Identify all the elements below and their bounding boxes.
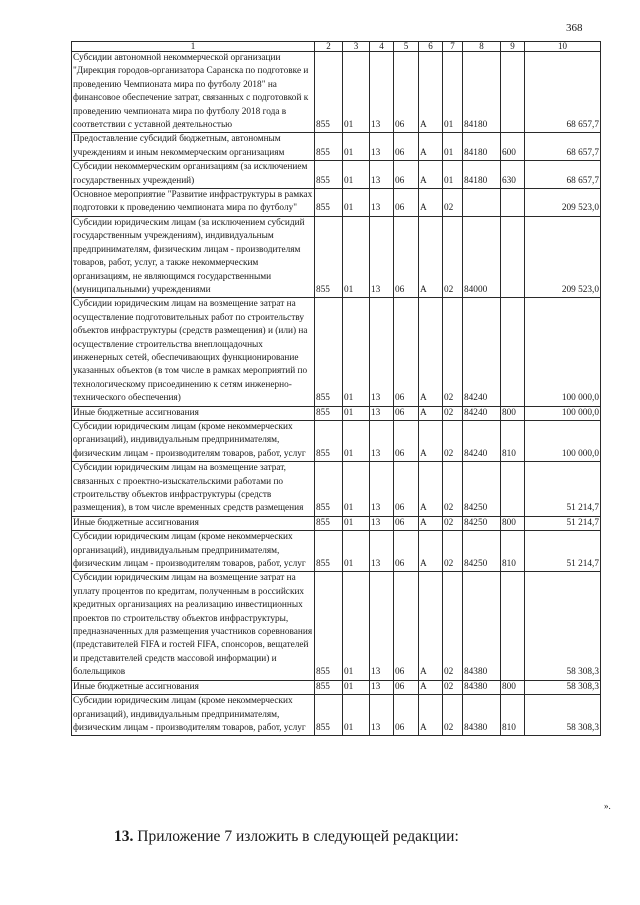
amendment-instruction — [114, 828, 459, 846]
code-cell: 02 — [443, 531, 463, 572]
code-cell: 84180 — [463, 52, 501, 133]
code-cell: 02 — [443, 572, 463, 680]
code-cell: А — [419, 189, 443, 217]
code-cell: 06 — [394, 52, 419, 133]
code-cell: 02 — [443, 420, 463, 461]
code-cell: 06 — [394, 531, 419, 572]
code-cell: 600 — [501, 133, 525, 161]
table-row — [72, 161, 601, 189]
code-cell: 13 — [370, 531, 394, 572]
code-cell — [501, 216, 525, 297]
code-cell: 13 — [370, 572, 394, 680]
code-cell: 02 — [443, 462, 463, 517]
code-cell: 84240 — [463, 406, 501, 420]
code-cell: 13 — [370, 298, 394, 406]
code-cell: 855 — [315, 216, 343, 297]
amendment-text: Приложение 7 изложить в следующей редакции: — [137, 828, 459, 845]
code-cell: 02 — [443, 695, 463, 736]
code-cell — [501, 298, 525, 406]
code-cell: 01 — [343, 462, 370, 517]
code-cell: А — [419, 133, 443, 161]
code-cell: 02 — [443, 216, 463, 297]
page-number: 368 — [566, 22, 583, 34]
code-cell: 01 — [343, 133, 370, 161]
code-cell: 13 — [370, 161, 394, 189]
row-name-cell: Иные бюджетные ассигнования — [72, 406, 315, 420]
code-cell: 13 — [370, 133, 394, 161]
code-cell: А — [419, 52, 443, 133]
amount-cell: 51 214,7 — [525, 531, 601, 572]
code-cell: 84180 — [463, 161, 501, 189]
code-cell: 84380 — [463, 680, 501, 694]
code-cell: А — [419, 298, 443, 406]
code-cell: 06 — [394, 298, 419, 406]
code-cell: 855 — [315, 572, 343, 680]
table-row — [72, 680, 601, 694]
amount-cell: 58 308,3 — [525, 680, 601, 694]
code-cell: 630 — [501, 161, 525, 189]
amount-cell: 68 657,7 — [525, 133, 601, 161]
amount-cell: 68 657,7 — [525, 52, 601, 133]
code-cell: 01 — [343, 52, 370, 133]
column-header: 5 — [394, 42, 419, 52]
code-cell: А — [419, 680, 443, 694]
row-name-cell: Субсидии некоммерческим организациям (за исключением государственных учреждений) — [72, 161, 315, 189]
code-cell: 06 — [394, 695, 419, 736]
code-cell: 13 — [370, 216, 394, 297]
amount-cell: 68 657,7 — [525, 161, 601, 189]
table-header-row — [72, 42, 601, 52]
code-cell: 01 — [343, 420, 370, 461]
budget-table — [71, 41, 601, 736]
row-name-cell: Иные бюджетные ассигнования — [72, 516, 315, 530]
row-name-cell: Субсидии юридическим лицам (кроме некоммерческих организаций), индивидуальным предпринимателям, физическим лицам - производителям товаров, работ, услуг — [72, 420, 315, 461]
table-row — [72, 420, 601, 461]
code-cell: 01 — [343, 216, 370, 297]
code-cell: 855 — [315, 516, 343, 530]
item-number: 13. — [114, 828, 134, 845]
code-cell: 855 — [315, 133, 343, 161]
code-cell: 02 — [443, 298, 463, 406]
amount-cell: 100 000,0 — [525, 406, 601, 420]
code-cell — [501, 462, 525, 517]
code-cell: 810 — [501, 695, 525, 736]
row-name-cell: Субсидии юридическим лицам на возмещение затрат, связанных с проектно-изыскательскими работами по строительству объектов инфраструктуры (средств размещения), в том числе временных средств размещения — [72, 462, 315, 517]
code-cell: 01 — [343, 531, 370, 572]
code-cell: 02 — [443, 189, 463, 217]
amount-cell: 58 308,3 — [525, 695, 601, 736]
code-cell: 01 — [343, 406, 370, 420]
code-cell: 800 — [501, 680, 525, 694]
code-cell: 01 — [343, 189, 370, 217]
code-cell: 855 — [315, 531, 343, 572]
code-cell: 855 — [315, 298, 343, 406]
table-row — [72, 52, 601, 133]
row-name-cell: Субсидии юридическим лицам на возмещение затрат на осуществление подготовительных работ по строительству объектов инфраструктуры (средств размещения) и (или) на осуществление строительства внеплощадочных инженерных сетей, обеспечивающих функционирование указанных объектов (в том числе в рамках мероприятий по технологическому присоединению к сетям инженерно-технического обеспечения) — [72, 298, 315, 406]
code-cell: 01 — [343, 161, 370, 189]
code-cell: 13 — [370, 516, 394, 530]
code-cell — [501, 572, 525, 680]
amount-cell: 58 308,3 — [525, 572, 601, 680]
code-cell: 06 — [394, 189, 419, 217]
column-header: 7 — [443, 42, 463, 52]
amount-cell: 51 214,7 — [525, 516, 601, 530]
code-cell: 06 — [394, 133, 419, 161]
code-cell: 855 — [315, 420, 343, 461]
amount-cell: 209 523,0 — [525, 216, 601, 297]
code-cell: 84250 — [463, 516, 501, 530]
column-header: 1 — [72, 42, 315, 52]
amount-cell: 100 000,0 — [525, 420, 601, 461]
table-row — [72, 695, 601, 736]
code-cell: 855 — [315, 52, 343, 133]
code-cell: 01 — [343, 298, 370, 406]
column-header: 4 — [370, 42, 394, 52]
code-cell: 84000 — [463, 216, 501, 297]
code-cell: 855 — [315, 695, 343, 736]
code-cell: 13 — [370, 680, 394, 694]
code-cell: 855 — [315, 161, 343, 189]
code-cell: А — [419, 161, 443, 189]
code-cell: А — [419, 420, 443, 461]
row-name-cell: Основное мероприятие "Развитие инфраструктуры в рамках подготовки к проведению чемпионата мира по футболу" — [72, 189, 315, 217]
amount-cell: 51 214,7 — [525, 462, 601, 517]
code-cell: 810 — [501, 531, 525, 572]
code-cell: А — [419, 695, 443, 736]
code-cell — [501, 189, 525, 217]
code-cell: 800 — [501, 406, 525, 420]
code-cell: А — [419, 216, 443, 297]
code-cell: 13 — [370, 406, 394, 420]
code-cell: 13 — [370, 420, 394, 461]
amount-cell: 209 523,0 — [525, 189, 601, 217]
code-cell: 13 — [370, 52, 394, 133]
code-cell: 84180 — [463, 133, 501, 161]
row-name-cell: Субсидии юридическим лицам (кроме некоммерческих организаций), индивидуальным предпринимателям, физическим лицам - производителям товаров, работ, услуг — [72, 531, 315, 572]
table-row — [72, 572, 601, 680]
code-cell: 13 — [370, 189, 394, 217]
row-name-cell: Субсидии юридическим лицам (кроме некоммерческих организаций), индивидуальным предпринимателям, физическим лицам - производителям товаров, работ, услуг — [72, 695, 315, 736]
table-row — [72, 133, 601, 161]
code-cell: 84250 — [463, 531, 501, 572]
table-row — [72, 216, 601, 297]
column-header: 8 — [463, 42, 501, 52]
code-cell: 06 — [394, 216, 419, 297]
code-cell: 01 — [343, 516, 370, 530]
code-cell: 06 — [394, 161, 419, 189]
code-cell: 84380 — [463, 572, 501, 680]
code-cell: 01 — [443, 133, 463, 161]
code-cell: 84250 — [463, 462, 501, 517]
code-cell: А — [419, 572, 443, 680]
code-cell: 01 — [343, 680, 370, 694]
row-name-cell: Субсидии юридическим лицам на возмещение затрат на уплату процентов по кредитам, полученным в российских кредитных организациях на реализацию инвестиционных проектов по строительству объектов инфраструктуры, предназначенных для размещения участников соревнования (представителей FIFA и гостей FIFA, спонсоров, вещателей и представителей средств массовой информации) и болельщиков — [72, 572, 315, 680]
code-cell: 855 — [315, 406, 343, 420]
column-header: 3 — [343, 42, 370, 52]
code-cell: 800 — [501, 516, 525, 530]
table-body — [72, 42, 601, 736]
code-cell: А — [419, 406, 443, 420]
code-cell: 01 — [443, 52, 463, 133]
code-cell: 06 — [394, 516, 419, 530]
code-cell: 06 — [394, 572, 419, 680]
code-cell: 02 — [443, 680, 463, 694]
code-cell: 855 — [315, 680, 343, 694]
row-name-cell: Субсидии автономной некоммерческой организации "Дирекция городов-организатора Саранска по подготовке и проведению Чемпионата мира по футболу 2018" на финансовое обеспечение затрат, связанных с подготовкой к проведению чемпионата мира по футболу 2018 года в соответствии с уставной деятельностью — [72, 52, 315, 133]
code-cell: А — [419, 516, 443, 530]
row-name-cell: Предоставление субсидий бюджетным, автономным учреждениям и иным некоммерческим организациям — [72, 133, 315, 161]
table-row — [72, 406, 601, 420]
code-cell: 855 — [315, 462, 343, 517]
code-cell: 06 — [394, 420, 419, 461]
table-row — [72, 189, 601, 217]
code-cell: 06 — [394, 680, 419, 694]
code-cell: 02 — [443, 406, 463, 420]
code-cell: 84240 — [463, 298, 501, 406]
column-header: 10 — [525, 42, 601, 52]
table-row — [72, 531, 601, 572]
code-cell: 84240 — [463, 420, 501, 461]
code-cell: 84380 — [463, 695, 501, 736]
code-cell: 13 — [370, 462, 394, 517]
code-cell: 02 — [443, 516, 463, 530]
column-header: 6 — [419, 42, 443, 52]
column-header: 9 — [501, 42, 525, 52]
amount-cell: 100 000,0 — [525, 298, 601, 406]
row-name-cell: Иные бюджетные ассигнования — [72, 680, 315, 694]
code-cell: 810 — [501, 420, 525, 461]
code-cell — [501, 52, 525, 133]
code-cell: 13 — [370, 695, 394, 736]
row-name-cell: Субсидии юридическим лицам (за исключением субсидий государственным учреждениям), индивидуальным предпринимателям, физическим лицам - производителям товаров, работ, услуг, а также некоммерческим организациям, не являющимся государственными (муниципальными) учреждениями — [72, 216, 315, 297]
table-row — [72, 516, 601, 530]
code-cell: 06 — [394, 462, 419, 517]
code-cell: 855 — [315, 189, 343, 217]
table-row — [72, 462, 601, 517]
column-header: 2 — [315, 42, 343, 52]
code-cell: А — [419, 462, 443, 517]
code-cell — [463, 189, 501, 217]
code-cell: А — [419, 531, 443, 572]
code-cell: 06 — [394, 406, 419, 420]
code-cell: 01 — [343, 695, 370, 736]
code-cell: 01 — [443, 161, 463, 189]
closing-quote-mark: ». — [604, 801, 611, 811]
code-cell: 01 — [343, 572, 370, 680]
table-row — [72, 298, 601, 406]
